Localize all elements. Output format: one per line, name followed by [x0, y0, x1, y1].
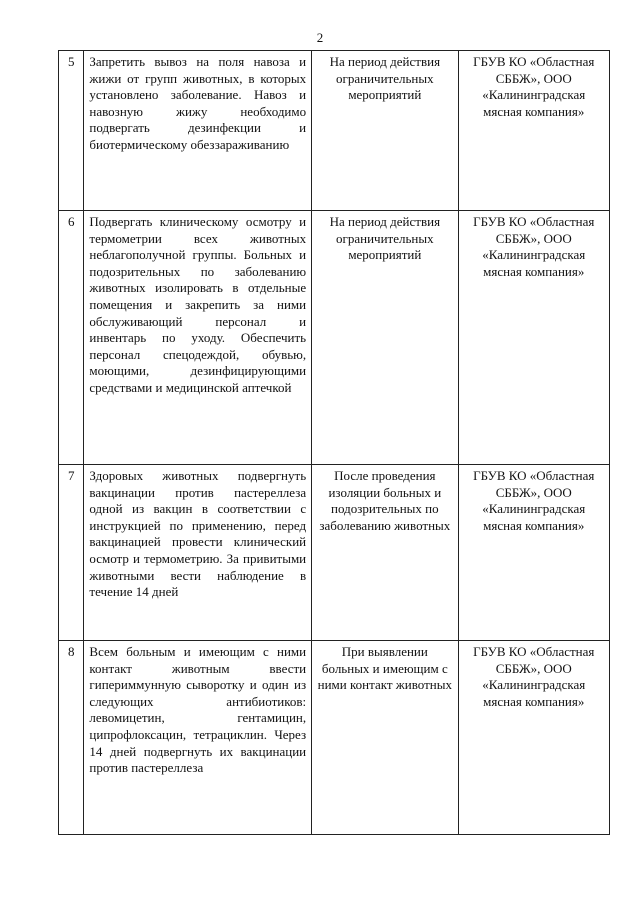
period-cell: При выявлении больных и имеющим с ними контакт животных [312, 641, 458, 835]
responsible-cell: ГБУВ КО «Областная СББЖ», ООО «Калининградская мясная компания» [458, 465, 609, 641]
table-row [59, 641, 610, 835]
table-row [59, 51, 610, 211]
responsible-cell: ГБУВ КО «Областная СББЖ», ООО «Калининградская мясная компания» [458, 211, 609, 465]
row-number: 5 [59, 51, 84, 211]
action-cell: Здоровых животных подвергнуть вакцинации против пастереллеза одной из вакцин в соответствии с инструкцией по применению, перед вакцинацией провести клинический осмотр и термометрию. За привитыми животными вести наблюдение в течение 14 дней [84, 465, 312, 641]
table-row [59, 211, 610, 465]
row-number: 7 [59, 465, 84, 641]
row-number: 6 [59, 211, 84, 465]
table-row [59, 465, 610, 641]
responsible-cell: ГБУВ КО «Областная СББЖ», ООО «Калининградская мясная компания» [458, 51, 609, 211]
measures-table [58, 50, 610, 835]
responsible-cell: ГБУВ КО «Областная СББЖ», ООО «Калининградская мясная компания» [458, 641, 609, 835]
page-number: 2 [316, 30, 324, 45]
period-cell: На период действия ограничительных мероприятий [312, 211, 458, 465]
action-cell: Подвергать клиническому осмотру и термометрии всех животных неблагополучной группы. Больных и подозрительных по заболеванию животных изолировать в отдельные помещения и закрепить за ними обслуживающий персонал и инвентарь по уходу. Обеспечить персонал спецодеждой, обувью, моющими, дезинфицирующими средствами и медицинской аптечкой [84, 211, 312, 465]
action-cell: Всем больным и имеющим с ними контакт животным ввести гипериммунную сыворотку и один из следующих антибиотиков: левомицетин, гентамицин, ципрофлоксацин, тетрациклин. Через 14 дней подвергнуть их вакцинации против пастереллеза [84, 641, 312, 835]
period-cell: На период действия ограничительных мероприятий [312, 51, 458, 211]
row-number: 8 [59, 641, 84, 835]
period-cell: После проведения изоляции больных и подозрительных по заболеванию животных [312, 465, 458, 641]
action-cell: Запретить вывоз на поля навоза и жижи от групп животных, в которых установлено заболевание. Навоз и навозную жижу необходимо подвергать дезинфекции и биотермическому обеззараживанию [84, 51, 312, 211]
